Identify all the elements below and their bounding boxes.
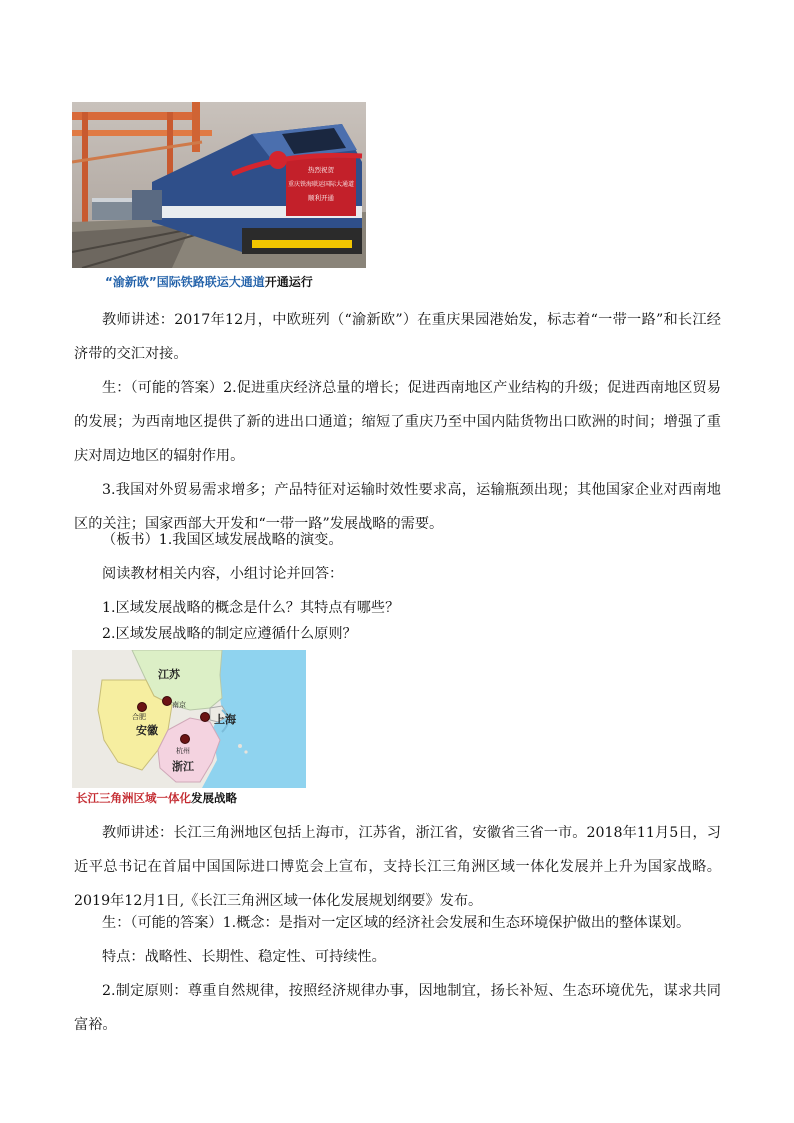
paragraph-1: 教师讲述：2017年12月，中欧班列（“渝新欧”）在重庆果园港始发，标志着“一带一路”和长江经济带的交汇对接。 [74, 312, 721, 362]
paragraph-3: 3.我国对外贸易需求增多；产品特征对运输时效性要求高，运输瓶颈出现；其他国家企业对西南地区的关注；国家西部大开发和“一带一路”发展战略的需要。 [74, 482, 721, 532]
photo-caption-rest: 开通运行 [264, 275, 313, 289]
paragraph-11: 2.制定原则：尊重自然规律，按照经济规律办事，因地制宜，扬长补短、生态环境优先，谋求共同富裕。 [74, 983, 721, 1033]
paragraph-9: 生：（可能的答案）1.概念：是指对一定区域的经济社会发展和生态环境保护做出的整体谋划。 [102, 915, 691, 931]
shanghai-marker-icon [200, 712, 210, 722]
paragraph-7: 2.区域发展战略的制定应遵循什么原则？ [102, 626, 357, 642]
sign-line-2: 重庆铁海联运国际大通道 [287, 181, 355, 188]
paragraph-5: 阅读教材相关内容，小组讨论并回答： [102, 566, 344, 582]
sign-line-3: 顺利开通 [308, 194, 334, 202]
map-caption-highlight: 长江三角洲区域一体化 [76, 791, 191, 805]
paragraph-6: 1.区域发展战略的概念是什么？其特点有哪些？ [102, 600, 400, 616]
map-label-zhejiang: 浙江 [172, 760, 194, 773]
nanjing-marker-icon [162, 696, 172, 706]
map-label-shanghai: 上海 [214, 713, 236, 726]
paragraph-10: 特点：战略性、长期性、稳定性、可持续性。 [102, 949, 386, 965]
hefei-marker-icon [137, 702, 147, 712]
map-caption-rest: 发展战略 [191, 791, 237, 805]
paragraph-2: 生：（可能的答案）2.促进重庆经济总量的增长；促进西南地区产业结构的升级；促进西南地区贸易的发展；为西南地区提供了新的进出口通道；缩短了重庆乃至中国内陆货物出口欧洲的时间；增强了重庆对周边地区的辐射作用。 [74, 380, 721, 464]
map-label-hefei: 合肥 [132, 713, 146, 721]
paragraph-8: 教师讲述：长江三角洲地区包括上海市，江苏省，浙江省，安徽省三省一市。2018年11月5日，习近平总书记在首届中国国际进口博览会上宣布，支持长江三角洲区域一体化发展并上升为国家战略。2019年12月1日,《长江三角洲区域一体化发展规划纲要》发布。 [74, 825, 721, 909]
map-label-jiangsu: 江苏 [158, 668, 180, 681]
photo-caption-highlight: “渝新欧”国际铁路联运大通道 [105, 275, 265, 289]
sign-line-1: 热烈祝贺 [308, 166, 334, 174]
map-caption [76, 790, 237, 806]
paragraph-4: （板书）1.我国区域发展战略的演变。 [102, 532, 343, 548]
map-label-hangzhou: 杭州 [176, 747, 190, 755]
train-photo [72, 102, 366, 268]
hangzhou-marker-icon [180, 734, 190, 744]
map-label-nanjing: 南京 [172, 701, 186, 709]
yangtze-delta-map [72, 650, 306, 788]
train-photo-illustration [72, 102, 366, 268]
photo-caption [105, 274, 313, 290]
map-label-anhui: 安徽 [136, 724, 158, 737]
